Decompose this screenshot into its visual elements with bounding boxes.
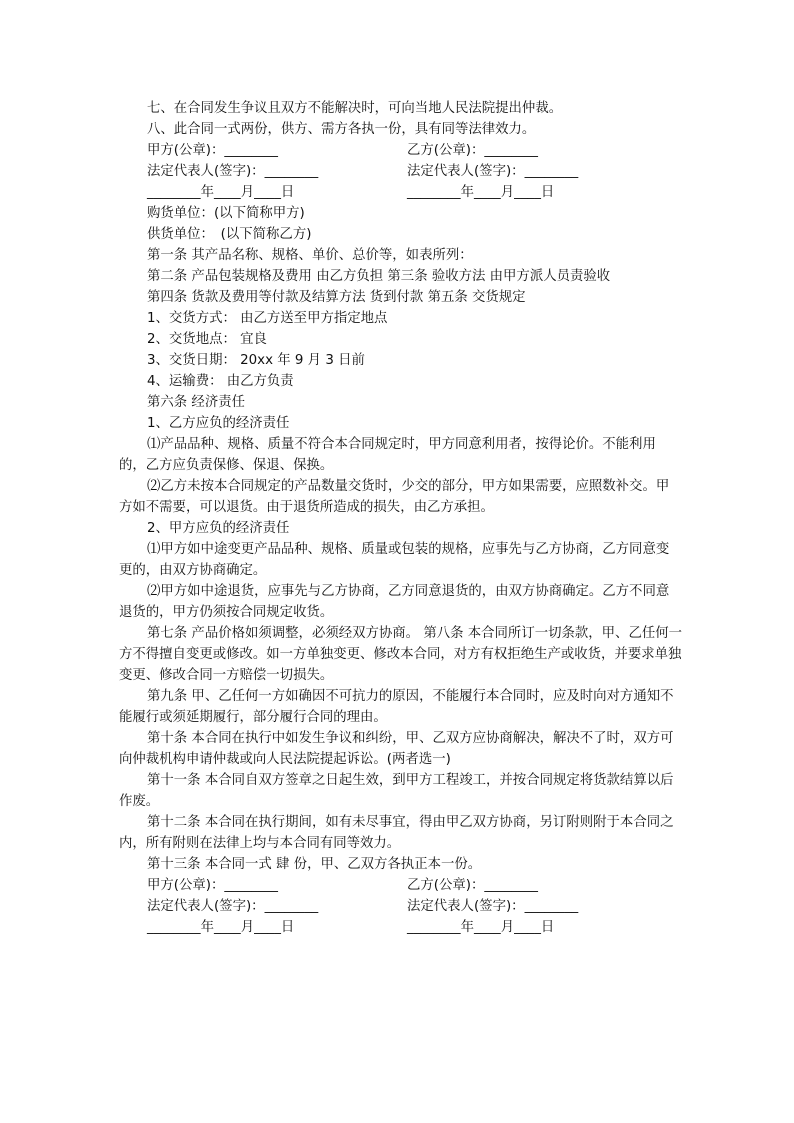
article-4-5: 第四条 货款及费用等付款及结算方法 货到付款 第五条 交货规定 (147, 290, 526, 305)
sign2-row-seal (147, 875, 692, 896)
clause-7-line: 七、在合同发生争议且双方不能解决时，可向当地人民法院提出仲裁。 (147, 101, 563, 116)
clause-8-line: 八、此合同一式两份，供方、需方各执一份，具有同等法律效力。 (147, 122, 536, 137)
article-2-3: 第二条 产品包装规格及费用 由乙方负担 第三条 验收方法 由甲方派人员责验收 (147, 269, 611, 284)
party-b-seal: 乙方(公章)：________ (407, 143, 538, 158)
article-7-8: 第七条 产品价格如须调整，必须经双方协商。 第八条 本合同所订一切条款，甲、乙任何一方不得擅自变更或修改。如一方单独变更、修改本合同，对方有权拒绝生产或收货，并要求单独变更、修改合同一方赔偿一切损失。 (119, 626, 683, 683)
article-13: 第十三条 本合同一式 肆 份，甲、乙双方各执正本一份。 (147, 857, 482, 872)
party-a-seal-2: 甲方(公章)：________ (147, 878, 278, 893)
party-a-date: ________年____月____日 (147, 185, 295, 200)
delivery-date: 3、交货日期： 20xx 年 9 月 3 日前 (147, 353, 365, 368)
article-1: 第一条 其产品名称、规格、单价、总价等，如表所列： (147, 248, 473, 263)
seller-line: 供货单位： (以下简称乙方) (147, 227, 312, 242)
party-b-date-2: ________年____月____日 (407, 920, 555, 935)
article-12: 第十二条 本合同在执行期间，如有未尽事宜，得由甲乙双方协商，另订附则附于本合同之内，所有附则在法律上均与本合同有同等效力。 (119, 815, 674, 851)
sign2-row-date (147, 917, 692, 938)
freight: 4、运输费： 由乙方负责 (147, 374, 294, 389)
seller-liability-1: ⑴产品品种、规格、质量不符合本合同规定时，甲方同意利用者，按得论价。不能利用的，乙方应负责保修、保退、保换。 (119, 437, 656, 473)
party-a-rep-2: 法定代表人(签字)：________ (147, 899, 319, 914)
sign-row-date (147, 182, 692, 203)
buyer-line: 购货单位：(以下简称甲方) (147, 206, 305, 221)
party-a-rep: 法定代表人(签字)：________ (147, 164, 319, 179)
article-9: 第九条 甲、乙任何一方如确因不可抗力的原因，不能履行本合同时，应及时向对方通知不能履行或须延期履行，部分履行合同的理由。 (119, 689, 674, 725)
buyer-liability-1: ⑴甲方如中途变更产品品种、规格、质量或包装的规格，应事先与乙方协商，乙方同意变更的，由双方协商确定。 (119, 542, 670, 578)
article-11: 第十一条 本合同自双方签章之日起生效，到甲方工程竣工，并按合同规定将货款结算以后作废。 (119, 773, 674, 809)
sign2-row-rep (147, 896, 692, 917)
party-b-date: ________年____月____日 (407, 185, 555, 200)
party-b-seal-2: 乙方(公章)：________ (407, 878, 538, 893)
party-b-rep-2: 法定代表人(签字)：________ (407, 899, 579, 914)
delivery-method: 1、交货方式： 由乙方送至甲方指定地点 (147, 311, 388, 326)
party-a-seal: 甲方(公章)：________ (147, 143, 278, 158)
party-b-rep: 法定代表人(签字)：________ (407, 164, 579, 179)
buyer-liability-heading: 2、甲方应负的经济责任 (147, 521, 290, 536)
sign-row-rep (147, 161, 692, 182)
buyer-liability-2: ⑵甲方如中途退货，应事先与乙方协商，乙方同意退货的，由双方协商确定。乙方不同意退货的，甲方仍须按合同规定收货。 (119, 584, 670, 620)
party-a-date-2: ________年____月____日 (147, 920, 295, 935)
article-10: 第十条 本合同在执行中如发生争议和纠纷，甲、乙双方应协商解决，解决不了时，双方可向仲裁机构申请仲裁或向人民法院提起诉讼。(两者选一) (119, 731, 674, 767)
seller-liability-2: ⑵乙方未按本合同规定的产品数量交货时，少交的部分，甲方如果需要，应照数补交。甲方如不需要，可以退货。由于退货所造成的损失，由乙方承担。 (119, 479, 670, 515)
delivery-place: 2、交货地点： 宜良 (147, 332, 267, 347)
sign-row-seal (147, 140, 692, 161)
seller-liability-heading: 1、乙方应负的经济责任 (147, 416, 290, 431)
article-6: 第六条 经济责任 (147, 395, 245, 410)
